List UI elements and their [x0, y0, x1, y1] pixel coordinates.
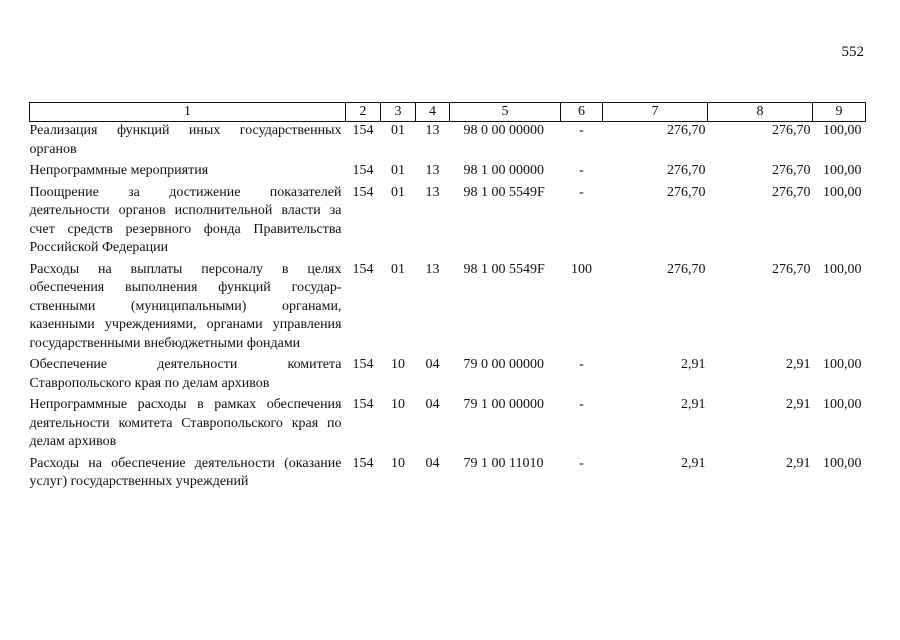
- cell-col-4: 04: [425, 455, 440, 471]
- cell-col-6: -: [579, 163, 584, 178]
- cell-col-4: 13: [425, 123, 440, 138]
- cell-col-3: 01: [391, 163, 405, 178]
- cell-col-5: 98 0 00 00000: [463, 123, 544, 138]
- cell-col-9: 100,00: [823, 357, 862, 372]
- cell-col-4: 13: [425, 163, 440, 178]
- cell-col-5: 79 1 00 11010: [463, 455, 544, 471]
- row-name-cell: Непрограммные расходы в рамках обеспечения деятельности комитета Ставропольского края по делам архивов: [29, 397, 342, 449]
- column-header-4: 4: [416, 103, 450, 122]
- cell-col-5: 98 1 00 5549F: [463, 261, 545, 277]
- cell-col-6: -: [579, 184, 584, 200]
- row-name-cell: Непрограммные мероприятия: [29, 163, 209, 178]
- table-header: [30, 103, 866, 122]
- cell-col-7: 276,70: [667, 123, 706, 138]
- budget-table: [29, 102, 866, 495]
- table-row: [30, 356, 866, 396]
- cell-col-2: 154: [352, 123, 374, 138]
- cell-col-5: 79 1 00 00000: [463, 397, 544, 412]
- column-header-9: 9: [813, 103, 866, 122]
- cell-col-8: 276,70: [772, 123, 811, 138]
- cell-col-3: 01: [391, 261, 405, 277]
- cell-col-7: 2,91: [681, 455, 706, 471]
- cell-col-9: 100,00: [823, 455, 862, 471]
- cell-col-7: 2,91: [681, 397, 706, 412]
- cell-col-5: 98 1 00 00000: [463, 163, 544, 178]
- cell-col-7: 276,70: [667, 184, 706, 200]
- cell-col-6: 100: [571, 261, 592, 277]
- table-row: [30, 122, 866, 163]
- cell-col-9: 100,00: [823, 123, 862, 138]
- column-header-2: 2: [346, 103, 381, 122]
- column-header-5: 5: [450, 103, 561, 122]
- page-number: 552: [841, 44, 864, 60]
- cell-col-3: 01: [391, 123, 405, 138]
- row-name-cell: Обеспечение деятельности комитета Ставропольского края по делам архивов: [29, 357, 342, 391]
- table-body: [30, 122, 866, 495]
- table-row: [30, 396, 866, 455]
- table-row: [30, 261, 866, 357]
- cell-col-8: 2,91: [786, 357, 811, 372]
- cell-col-9: 100,00: [823, 397, 862, 412]
- cell-col-2: 154: [352, 357, 374, 372]
- table-row: [30, 455, 866, 495]
- cell-col-5: 98 1 00 5549F: [463, 184, 545, 200]
- cell-col-9: 100,00: [823, 261, 862, 277]
- cell-col-6: -: [579, 397, 584, 412]
- cell-col-6: -: [579, 123, 584, 138]
- cell-col-8: 276,70: [772, 261, 811, 277]
- cell-col-4: 04: [425, 357, 440, 372]
- cell-col-9: 100,00: [823, 163, 862, 178]
- cell-col-3: 10: [391, 397, 405, 412]
- row-name-cell: Поощрение за достижение показателей деятельности органов исполнительной власти за счет средств резервного фонда Правительства Российской Федерации: [29, 184, 342, 255]
- column-header-7: 7: [603, 103, 708, 122]
- cell-col-9: 100,00: [823, 184, 862, 200]
- cell-col-2: 154: [352, 397, 374, 412]
- cell-col-3: 10: [391, 357, 405, 372]
- row-name-cell: Расходы на обеспечение деятельности (оказание услуг) государственных учреждений: [29, 455, 342, 489]
- cell-col-2: 154: [352, 184, 374, 200]
- cell-col-3: 10: [391, 455, 405, 471]
- cell-col-4: 13: [425, 184, 440, 200]
- cell-col-8: 276,70: [772, 184, 811, 200]
- cell-col-8: 276,70: [772, 163, 811, 178]
- cell-col-4: 04: [425, 397, 440, 412]
- cell-col-6: -: [579, 357, 584, 372]
- row-name-cell: Реализация функций иных государственных органов: [29, 123, 342, 157]
- cell-col-7: 2,91: [681, 357, 706, 372]
- table-row: [30, 162, 866, 184]
- cell-col-3: 01: [391, 184, 405, 200]
- column-header-1: 1: [30, 103, 346, 122]
- cell-col-4: 13: [425, 261, 440, 277]
- column-header-8: 8: [708, 103, 813, 122]
- column-header-6: 6: [561, 103, 603, 122]
- cell-col-7: 276,70: [667, 163, 706, 178]
- cell-col-6: -: [579, 455, 584, 471]
- header-row: [30, 103, 866, 122]
- row-name-cell: Расходы на выплаты персоналу в целях обеспечения выполнения функций государственными (муниципальными) органами, казенными учреждениями, органами управления государственными внебюджетными фондами: [29, 261, 342, 351]
- cell-col-2: 154: [352, 163, 374, 178]
- cell-col-5: 79 0 00 00000: [463, 357, 544, 372]
- table-row: [30, 184, 866, 261]
- cell-col-2: 154: [352, 455, 374, 471]
- cell-col-8: 2,91: [786, 397, 811, 412]
- cell-col-8: 2,91: [786, 455, 811, 471]
- cell-col-2: 154: [352, 261, 374, 277]
- column-header-3: 3: [381, 103, 416, 122]
- cell-col-7: 276,70: [667, 261, 706, 277]
